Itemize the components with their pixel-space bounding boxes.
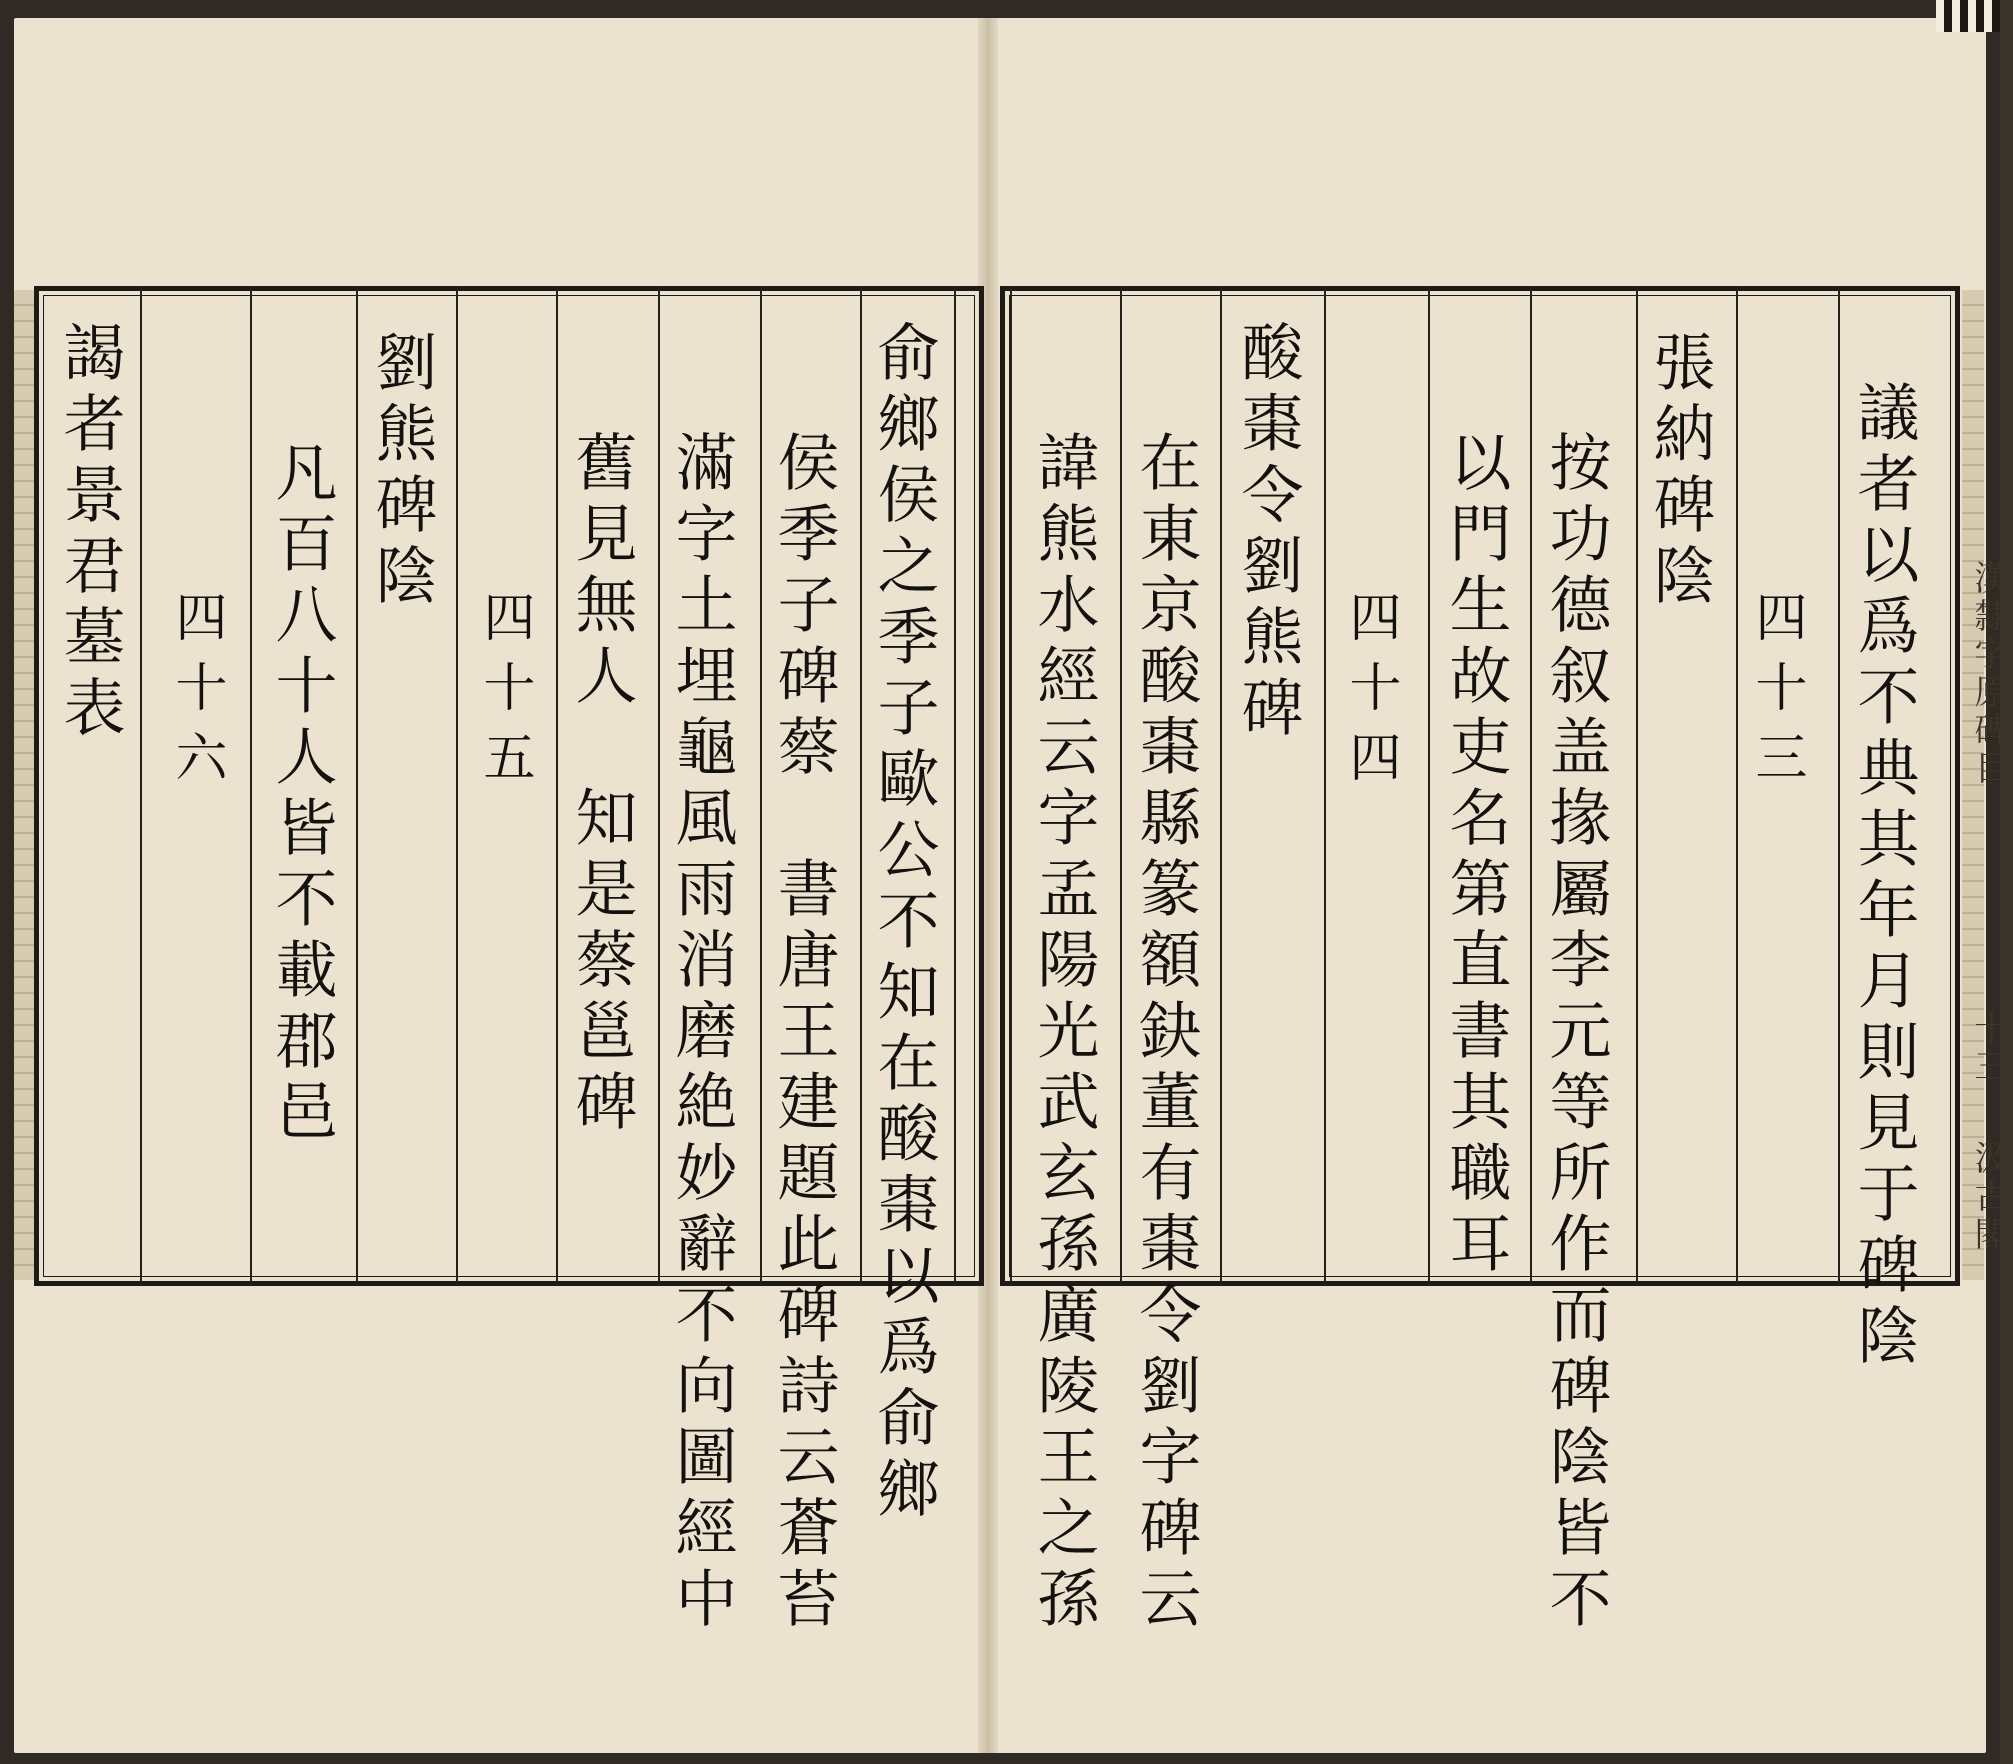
fold-title: 漢隸字原碑目 (1968, 560, 2008, 788)
text-column: 議者以爲不典其年月則見于碑陰 (1847, 380, 1920, 1374)
section-number: 四十三 (1746, 590, 1806, 800)
text-column: 侯季子碑蔡 書唐王建題此碑詩云蒼苔 (767, 430, 840, 1637)
column-rule (658, 286, 660, 1286)
column-rule (1636, 286, 1638, 1286)
column-rule (1838, 286, 1840, 1286)
column-rule (556, 286, 558, 1286)
text-column: 凡百八十人皆不載郡邑 (265, 440, 338, 1150)
text-column: 舊見無人 知是蔡邕碑 (565, 430, 638, 1140)
column-rule (456, 286, 458, 1286)
section-number: 四十四 (1340, 590, 1400, 800)
stele-title: 酸棗令劉熊碑 (1231, 320, 1304, 746)
section-number: 四十五 (474, 590, 534, 800)
column-rule (140, 286, 142, 1286)
fold-page-marker: 十三 (1968, 1010, 2008, 1086)
text-column: 俞鄉侯之季子歐公不知在酸棗以爲俞鄉 (867, 320, 940, 1527)
column-rule (1428, 286, 1430, 1286)
column-rule (860, 286, 862, 1286)
stele-title: 謁者景君墓表 (53, 320, 126, 746)
column-rule (1736, 286, 1738, 1286)
text-column: 以門生故吏名第直書其職耳 (1439, 430, 1512, 1282)
section-number: 四十六 (166, 590, 226, 800)
text-column: 滿字土埋龜風雨消磨絶妙辭不向圖經中 (665, 430, 738, 1637)
column-rule (1120, 286, 1122, 1286)
column-rule (1530, 286, 1532, 1286)
column-rule (1220, 286, 1222, 1286)
column-rule (954, 286, 956, 1286)
column-rule (760, 286, 762, 1286)
stele-title: 劉熊碑陰 (365, 330, 438, 614)
fold-publisher: 汲古閣 (1968, 1140, 2008, 1254)
left-block-edge (14, 290, 36, 1280)
stele-title: 張納碑陰 (1643, 330, 1716, 614)
text-column: 在東京酸棗縣篆額鈌董有棗令劉字碑云 (1129, 430, 1202, 1637)
text-column: 諱熊水經云字孟陽光武玄孫廣陵王之孫 (1027, 430, 1100, 1637)
column-rule (250, 286, 252, 1286)
text-column: 按功德叙盖掾屬李元等所作而碑陰皆不 (1539, 430, 1612, 1637)
column-rule (1010, 286, 1012, 1286)
color-scale-bar (1936, 0, 2000, 32)
column-rule (356, 286, 358, 1286)
column-rule (1324, 286, 1326, 1286)
